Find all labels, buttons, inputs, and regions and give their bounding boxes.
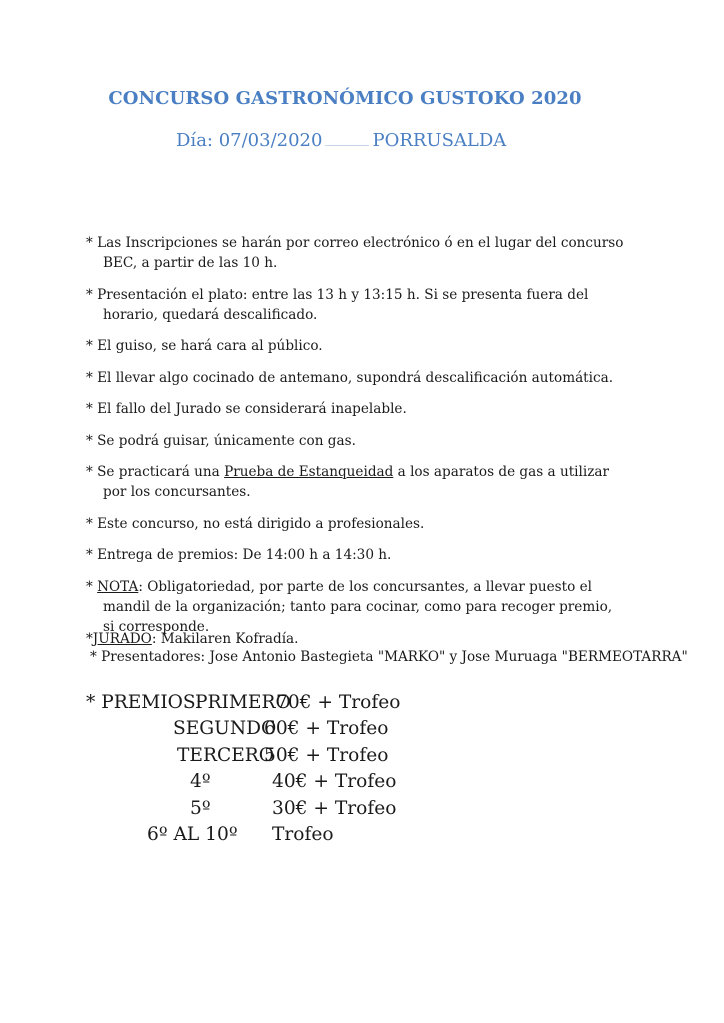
subtitle-spacer (325, 131, 369, 146)
rule-underlined: NOTA (97, 578, 139, 595)
rule-text: * Las Inscripciones se harán por correo electrónico ó en el lugar del concurso BEC, a partir de las 10 h. (86, 235, 624, 271)
rules-list (86, 233, 626, 648)
credits-block (86, 630, 688, 666)
rule-item (86, 285, 626, 325)
rule-underlined: Prueba de Estanqueidad (224, 464, 394, 480)
prize-place: SEGUNDO (173, 718, 277, 740)
page-title: CONCURSO GASTRONÓMICO GUSTOKO 2020 (108, 88, 582, 109)
rule-text: * Entrega de premios: De 14:00 h a 14:30 h. (86, 547, 392, 563)
prize-amount: 70€ + Trofeo (276, 692, 401, 713)
event-dish: PORRUSALDA (372, 130, 507, 151)
rule-item (86, 399, 626, 419)
rule-item (86, 336, 626, 356)
prize-amount: 60€ + Trofeo (264, 718, 389, 740)
event-subtitle (176, 130, 506, 151)
rule-text: * Se podrá guisar, únicamente con gas. (86, 432, 356, 449)
rule-text: * El guiso, se hará cara al público. (86, 338, 323, 354)
prize-place: 6º AL 10º (147, 823, 238, 845)
prize-place: TERCERO (177, 744, 275, 766)
rule-item (86, 514, 626, 534)
rule-item (86, 368, 626, 388)
rule-text: * El fallo del Jurado se considerará inapelable. (86, 401, 407, 417)
rule-item (86, 577, 626, 637)
rule-text: * Se practicará una (86, 464, 225, 480)
rule-item (86, 545, 626, 565)
prize-amount: 50€ + Trofeo (264, 744, 389, 766)
rule-text: * Presentación el plato: entre las 13 h y 13:15 h. Si se presenta fuera del horario, quedará descalificado. (86, 286, 589, 323)
rule-text-post: : Obligatoriedad, por parte de los concursantes, a llevar puesto el mandil de la organización; tanto para cocinar, como para recoger premio, si corresponde. (103, 578, 613, 635)
prize-amount: Trofeo (272, 823, 334, 845)
presenters-line: * Presentadores: Jose Antonio Bastegieta "MARKO" y Jose Muruaga "BERMEOTARRA" (90, 649, 688, 665)
jury-label: JURADO (92, 631, 152, 647)
rule-text: * (86, 578, 98, 595)
rule-text: * Este concurso, no está dirigido a profesionales. (86, 515, 425, 532)
prizes-heading: * PREMIOS: (86, 692, 202, 713)
rule-text-post: a los aparatos de gas a utilizar por los concursantes. (103, 464, 609, 500)
rule-item (86, 462, 626, 502)
prize-place: 4º (190, 771, 211, 793)
rule-item (86, 431, 626, 451)
jury-line (86, 630, 688, 648)
prize-amount: 30€ + Trofeo (272, 797, 397, 819)
prize-place: 5º (190, 797, 211, 819)
prize-amount: 40€ + Trofeo (272, 771, 397, 793)
event-date: Día: 07/03/2020 (176, 130, 323, 151)
jury-text: : Makilaren Kofradía. (151, 631, 299, 647)
rule-text: * El llevar algo cocinado de antemano, supondrá descalificación automática. (86, 369, 614, 386)
rule-item (86, 233, 626, 273)
prize-place: PRIMERO (195, 692, 291, 713)
jury-prefix: * (86, 631, 93, 647)
